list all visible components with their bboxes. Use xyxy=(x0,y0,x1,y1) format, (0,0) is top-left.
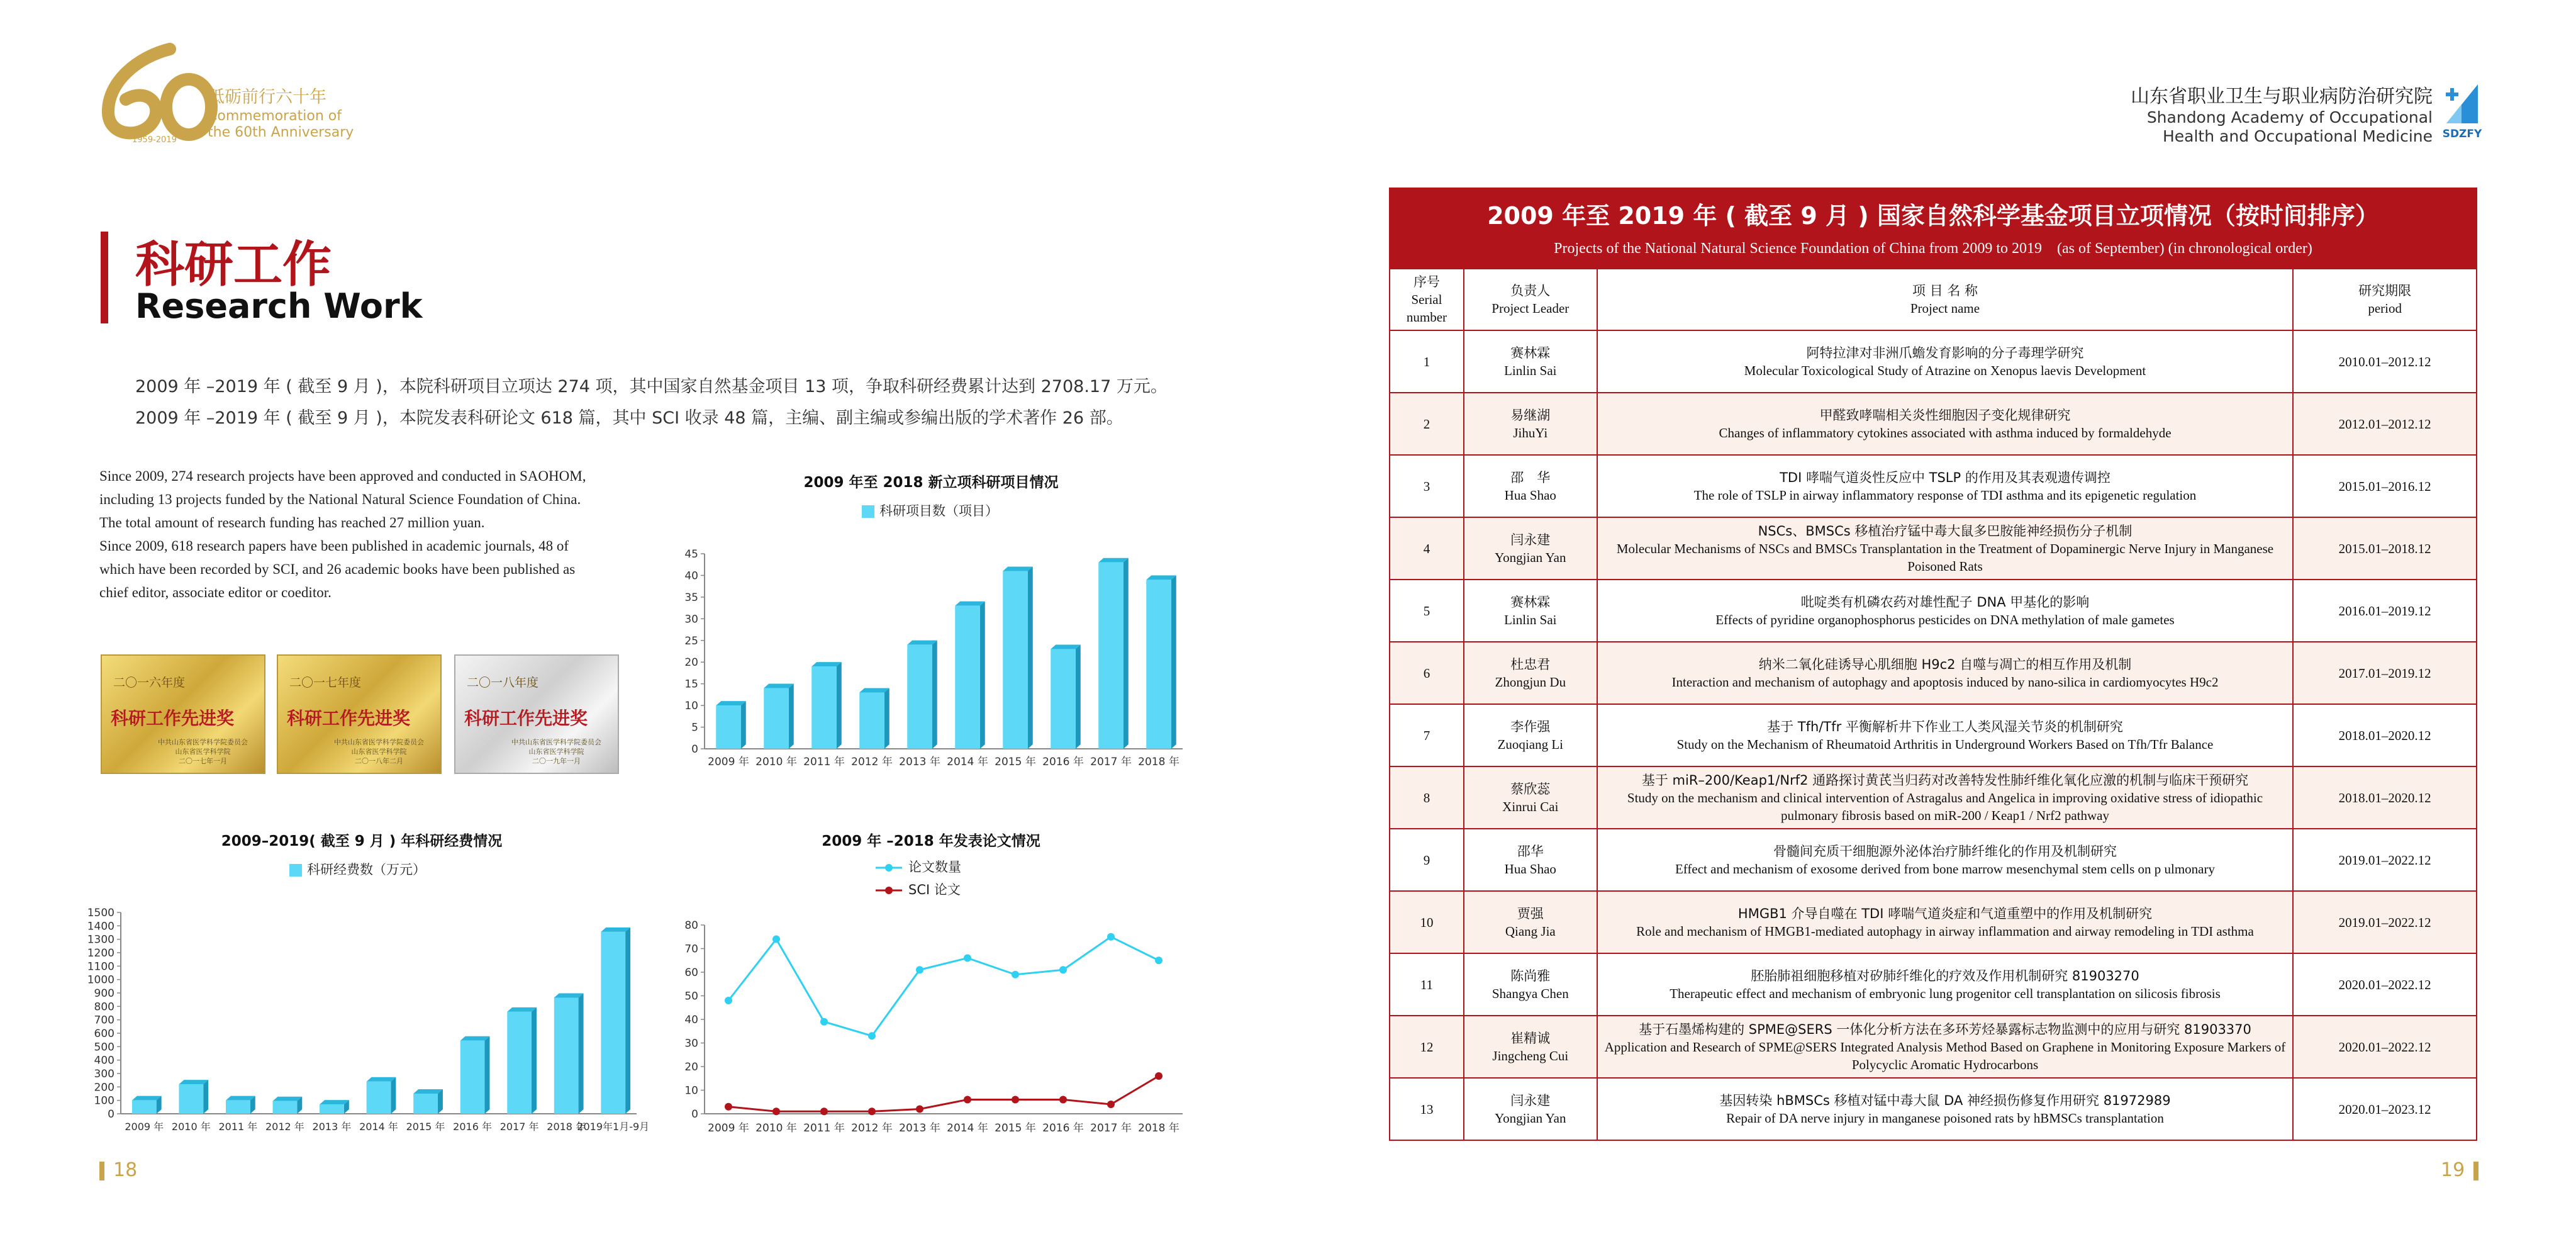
bar xyxy=(859,692,884,749)
cell-leader: 李作强 Zuoqiang Li xyxy=(1464,704,1597,766)
bar-top xyxy=(907,641,937,645)
table-row xyxy=(1390,766,2477,829)
anniversary-logo xyxy=(94,44,220,145)
data-point xyxy=(1155,956,1163,964)
legend-label: 论文数量 xyxy=(908,860,961,875)
bar-top xyxy=(507,1007,537,1012)
cell-serial: 5 xyxy=(1390,580,1464,642)
award-issuer: 山东省医学科学院 xyxy=(528,748,584,756)
bar-side xyxy=(203,1080,208,1114)
x-tick-label: 2017 年 xyxy=(499,1121,539,1133)
bar-top xyxy=(716,701,746,705)
y-tick-label: 30 xyxy=(684,613,698,626)
x-tick-label: 2011 年 xyxy=(803,1122,845,1135)
y-tick-label: 100 xyxy=(94,1094,114,1107)
data-point xyxy=(868,1107,876,1115)
data-point xyxy=(1059,1096,1067,1104)
cell-period: 2018.01–2020.12 xyxy=(2293,766,2477,829)
y-tick-label: 15 xyxy=(684,678,698,691)
bar-top xyxy=(859,688,889,692)
x-tick-label: 2019年1月-9月 xyxy=(577,1121,650,1133)
cell-serial: 13 xyxy=(1390,1078,1464,1140)
bar-top xyxy=(955,602,985,606)
x-tick-label: 2014 年 xyxy=(947,756,988,768)
table-row xyxy=(1390,517,2477,580)
chart-title: 2009 年至 2018 新立项科研项目情况 xyxy=(803,474,1059,491)
award-year: 二〇一八年度 xyxy=(467,676,539,690)
section-title-en: Research Work xyxy=(135,286,423,326)
bar xyxy=(554,997,579,1114)
intro-en-line: The total amount of research funding has reached 27 million yuan. xyxy=(99,515,485,530)
cell-project-name: 基于石墨烯构建的 SPME@SERS 一体化分析方法在多环芳烃暴露标志物监测中的应用与研究 81903370 Application and Research of SPME@SERS Integrated Analysis Method Based on Graphene in Monitoring Exposure Markers of Polycyclic Aromatic Hydrocarbons xyxy=(1597,1016,2294,1078)
award-plaque xyxy=(101,654,265,774)
bar xyxy=(132,1101,157,1114)
legend-swatch xyxy=(862,505,874,518)
data-point xyxy=(725,997,732,1004)
y-tick-label: 600 xyxy=(94,1028,114,1040)
y-tick-label: 10 xyxy=(684,1084,698,1097)
data-point xyxy=(772,936,780,943)
bar xyxy=(1098,563,1124,749)
bar xyxy=(955,606,980,749)
table-row xyxy=(1390,953,2477,1016)
x-tick-label: 2015 年 xyxy=(995,1122,1036,1135)
bar xyxy=(764,688,789,749)
x-tick-label: 2010 年 xyxy=(756,756,797,768)
cell-period: 2018.01–2020.12 xyxy=(2293,704,2477,766)
cell-project-name: 甲醛致哮喘相关炎性细胞因子变化规律研究 Changes of inflammatory cytokines associated with asthma induced by formaldehyde xyxy=(1597,393,2294,455)
y-tick-label: 30 xyxy=(684,1037,698,1050)
bar-side xyxy=(484,1036,489,1114)
x-tick-label: 2013 年 xyxy=(312,1121,352,1133)
y-tick-label: 50 xyxy=(684,990,698,1003)
award-issuer: 中共山东省医学科学院委员会 xyxy=(158,738,248,746)
bar-side xyxy=(1028,567,1033,749)
intro-cn-line: 2009 年 –2019 年 ( 截至 9 月 )，本院科研项目立项达 274 项，其中国家自然基金项目 13 项，争取科研经费累计达到 2708.17 万元。 xyxy=(135,377,1168,396)
institute-name-en-line1: Shandong Academy of Occupational xyxy=(2146,108,2433,126)
x-tick-label: 2012 年 xyxy=(851,1122,893,1135)
intro-en-line: Since 2009, 274 research projects have been approved and conducted in SAOHOM, xyxy=(99,468,586,484)
cell-period: 2016.01–2019.12 xyxy=(2293,580,2477,642)
chart-title: 2009 年 –2018 年发表论文情况 xyxy=(822,833,1040,849)
bar-top xyxy=(179,1080,208,1084)
page-number-right: 19 xyxy=(2441,1159,2478,1181)
award-date: 二〇一八年二月 xyxy=(355,757,403,765)
cell-serial: 9 xyxy=(1390,829,1464,891)
table-row xyxy=(1390,580,2477,642)
bar-top xyxy=(764,684,794,688)
cell-period: 2015.01–2018.12 xyxy=(2293,517,2477,580)
y-tick-label: 20 xyxy=(684,1061,698,1074)
data-point xyxy=(772,1107,780,1115)
cell-serial: 1 xyxy=(1390,330,1464,393)
institute-name-cn: 山东省职业卫生与职业病防治研究院 xyxy=(2131,86,2433,108)
y-tick-label: 35 xyxy=(684,591,698,604)
cell-leader: 闫永建 Yongjian Yan xyxy=(1464,517,1597,580)
x-tick-label: 2014 年 xyxy=(359,1121,398,1133)
x-tick-label: 2017 年 xyxy=(1090,756,1132,768)
y-tick-label: 500 xyxy=(94,1041,114,1054)
x-tick-label: 2011 年 xyxy=(218,1121,258,1133)
sdzfy-logo xyxy=(2443,79,2482,142)
bar-top xyxy=(273,1097,303,1101)
data-point xyxy=(916,966,923,973)
projects-bar-chart xyxy=(667,529,1195,780)
tagline-en-line1: Commemoration of xyxy=(208,108,342,124)
data-point xyxy=(1155,1072,1163,1080)
y-tick-label: 10 xyxy=(684,700,698,713)
cell-leader: 赛林霖 Linlin Sai xyxy=(1464,330,1597,393)
legend-label: SCI 论文 xyxy=(908,882,961,897)
data-point xyxy=(868,1032,876,1040)
cell-period: 2017.01–2019.12 xyxy=(2293,642,2477,704)
logo-years: 1959-2019 xyxy=(132,135,177,145)
table-row xyxy=(1390,891,2477,953)
tagline-en-line2: the 60th Anniversary xyxy=(208,125,354,140)
y-tick-label: 1500 xyxy=(87,907,114,919)
y-tick-label: 200 xyxy=(94,1081,114,1094)
cell-leader: 闫永建 Yongjian Yan xyxy=(1464,1078,1597,1140)
cell-project-name: HMGB1 介导自噬在 TDI 哮喘气道炎症和气道重塑中的作用及机制研究 Role and mechanism of HMGB1-mediated autophagy in airway inflammation and airway remodeling in TDI asthma xyxy=(1597,891,2294,953)
bar-side xyxy=(1076,645,1081,749)
bar xyxy=(716,705,741,749)
cell-serial: 2 xyxy=(1390,393,1464,455)
bar xyxy=(1051,649,1076,749)
data-point xyxy=(725,1103,732,1111)
cell-period: 2012.01–2012.12 xyxy=(2293,393,2477,455)
bar xyxy=(601,932,625,1114)
y-tick-label: 45 xyxy=(684,548,698,561)
data-point xyxy=(1107,1101,1115,1108)
award-name: 科研工作先进奖 xyxy=(464,708,588,729)
cell-period: 2019.01–2022.12 xyxy=(2293,891,2477,953)
bar-side xyxy=(980,602,985,749)
y-tick-label: 1000 xyxy=(87,973,114,987)
x-tick-label: 2018 年 xyxy=(1138,1122,1179,1135)
bar xyxy=(320,1104,344,1114)
x-tick-label: 2016 年 xyxy=(1042,756,1084,768)
bar xyxy=(413,1094,438,1114)
bar-top xyxy=(460,1036,490,1041)
award-name: 科研工作先进奖 xyxy=(111,708,235,729)
table-row xyxy=(1390,1016,2477,1078)
y-tick-label: 1300 xyxy=(87,933,114,946)
cell-project-name: NSCs、BMSCs 移植治疗锰中毒大鼠多巴胺能神经损伤分子机制 Molecular Mechanisms of NSCs and BMSCs Transplantation in the Treatment of Dopaminergic Nerve Injury in Manganese Poisoned Rats xyxy=(1597,517,2294,580)
bar-side xyxy=(932,641,937,749)
funding-bar-chart xyxy=(82,887,650,1152)
award-name: 科研工作先进奖 xyxy=(287,708,411,729)
bar-top xyxy=(1098,558,1129,563)
cell-project-name: 胚胎肺祖细胞移植对矽肺纤维化的疗效及作用机制研究 81903270 Therapeutic effect and mechanism of embryonic lung progenitor cell transplantation on silicosis fibrosis xyxy=(1597,953,2294,1016)
sdzfy-logo-text: SDZFY xyxy=(2442,128,2482,140)
x-tick-label: 2015 年 xyxy=(406,1121,445,1133)
bar xyxy=(273,1101,298,1114)
award-issuer: 山东省医学科学院 xyxy=(351,748,407,756)
y-tick-label: 0 xyxy=(108,1108,114,1121)
table-row xyxy=(1390,330,2477,393)
cell-leader: 邵华 Hua Shao xyxy=(1464,829,1597,891)
y-tick-label: 300 xyxy=(94,1068,114,1080)
chart-legend xyxy=(862,501,998,520)
x-tick-label: 2015 年 xyxy=(995,756,1036,768)
bar-top xyxy=(413,1089,443,1094)
bar-side xyxy=(741,701,746,749)
x-tick-label: 2014 年 xyxy=(947,1122,988,1135)
table-row xyxy=(1390,642,2477,704)
award-issuer: 中共山东省医学科学院委员会 xyxy=(511,738,601,746)
cell-serial: 8 xyxy=(1390,766,1464,829)
cell-leader: 邵 华 Hua Shao xyxy=(1464,455,1597,517)
col-period: 研究期限 period xyxy=(2293,269,2477,330)
y-tick-label: 0 xyxy=(691,1108,698,1121)
cell-serial: 7 xyxy=(1390,704,1464,766)
table-row xyxy=(1390,455,2477,517)
bar xyxy=(1146,580,1171,749)
y-tick-label: 1200 xyxy=(87,947,114,960)
cell-period: 2010.01–2012.12 xyxy=(2293,330,2477,393)
cell-project-name: 基因转染 hBMSCs 移植对锰中毒大鼠 DA 神经损伤修复作用研究 81972989 Repair of DA nerve injury in manganese poisoned rats by hBMSCs transplantation xyxy=(1597,1078,2294,1140)
bar-top xyxy=(132,1096,162,1101)
data-point xyxy=(1059,966,1067,973)
intro-en-line: including 13 projects funded by the National Natural Science Foundation of China. xyxy=(99,491,581,507)
award-issuer: 中共山东省医学科学院委员会 xyxy=(334,738,424,746)
bar-side xyxy=(789,684,794,749)
legend-label: 科研项目数（项目） xyxy=(879,503,998,519)
award-year: 二〇一七年度 xyxy=(289,676,362,690)
x-tick-label: 2018 年 xyxy=(1138,756,1179,768)
tagline-cn: 砥砺前行六十年 xyxy=(208,87,326,107)
data-point xyxy=(916,1106,923,1113)
x-tick-label: 2016 年 xyxy=(453,1121,492,1133)
intro-en-line: Since 2009, 618 research papers have been published in academic journals, 48 of xyxy=(99,538,569,554)
data-point xyxy=(1107,933,1115,941)
chart-legend xyxy=(874,857,961,899)
cell-leader: 赛林霖 Linlin Sai xyxy=(1464,580,1597,642)
cell-project-name: 骨髓间充质干细胞源外泌体治疗肺纤维化的作用及机制研究 Effect and mechanism of exosome derived from bone marrow mesenchymal stem cells on p ulmonary xyxy=(1597,829,2294,891)
x-tick-label: 2017 年 xyxy=(1090,1122,1132,1135)
col-project-name: 项 目 名 称 Project name xyxy=(1597,269,2294,330)
award-date: 二〇一七年一月 xyxy=(179,757,227,765)
legend-swatch xyxy=(289,864,302,877)
bar xyxy=(507,1012,532,1114)
bar-side xyxy=(837,662,842,749)
y-tick-label: 900 xyxy=(94,987,114,1000)
table-row xyxy=(1390,1078,2477,1140)
table-row xyxy=(1390,393,2477,455)
data-point xyxy=(964,955,971,962)
y-tick-label: 5 xyxy=(691,721,698,734)
cell-project-name: 阿特拉津对非洲爪蟾发育影响的分子毒理学研究 Molecular Toxicological Study of Atrazine on Xenopus laevis Development xyxy=(1597,330,2294,393)
cell-serial: 10 xyxy=(1390,891,1464,953)
y-tick-label: 20 xyxy=(684,656,698,670)
y-tick-label: 70 xyxy=(684,943,698,956)
bar-side xyxy=(579,993,584,1114)
cell-leader: 杜忠君 Zhongjun Du xyxy=(1464,642,1597,704)
y-tick-label: 25 xyxy=(684,634,698,648)
data-point xyxy=(820,1107,828,1115)
bar-top xyxy=(367,1077,396,1082)
cell-period: 2015.01–2016.12 xyxy=(2293,455,2477,517)
col-leader: 负责人 Project Leader xyxy=(1464,269,1597,330)
series-line xyxy=(728,937,1159,1036)
chart-title: 2009–2019( 截至 9 月 ) 年科研经费情况 xyxy=(221,833,503,849)
bar xyxy=(179,1084,203,1114)
y-tick-label: 60 xyxy=(684,967,698,979)
bar-side xyxy=(625,928,630,1114)
section-title-cn: 科研工作 xyxy=(135,236,332,293)
nsfc-projects-table xyxy=(1389,268,2477,1141)
y-tick-label: 40 xyxy=(684,569,698,583)
cell-period: 2019.01–2022.12 xyxy=(2293,829,2477,891)
cell-leader: 贾强 Qiang Jia xyxy=(1464,891,1597,953)
table-title: 2009 年至 2019 年 ( 截至 9 月 ) 国家自然科学基金项目立项情况（按时间排序） xyxy=(1487,202,2379,230)
award-plaque xyxy=(277,654,442,774)
x-tick-label: 2012 年 xyxy=(851,756,893,768)
intro-cn-line: 2009 年 –2019 年 ( 截至 9 月 )，本院发表科研论文 618 篇，其中 SCI 收录 48 篇，主编、副主编或参编出版的学术著作 26 部。 xyxy=(135,408,1124,428)
y-tick-label: 1400 xyxy=(87,920,114,933)
x-tick-label: 2012 年 xyxy=(265,1121,304,1133)
bar-top xyxy=(320,1100,349,1104)
papers-line-chart xyxy=(667,912,1195,1152)
title-accent-bar xyxy=(101,232,108,323)
bar-side xyxy=(1124,558,1129,749)
cell-leader: 崔精诚 Jingcheng Cui xyxy=(1464,1016,1597,1078)
cell-period: 2020.01–2022.12 xyxy=(2293,953,2477,1016)
x-tick-label: 2009 年 xyxy=(708,1122,749,1135)
x-tick-label: 2013 年 xyxy=(899,1122,940,1135)
x-tick-label: 2018 年 xyxy=(547,1121,586,1133)
intro-en-line: chief editor, associate editor or coeditor. xyxy=(99,585,332,600)
bar-top xyxy=(1146,575,1176,580)
col-serial: 序号 Serial number xyxy=(1390,269,1464,330)
chart-legend xyxy=(289,860,426,878)
x-tick-label: 2011 年 xyxy=(803,756,845,768)
bar xyxy=(811,666,837,749)
data-point xyxy=(1012,1096,1019,1104)
table-row xyxy=(1390,704,2477,766)
y-tick-label: 400 xyxy=(94,1054,114,1067)
y-tick-label: 1100 xyxy=(87,960,114,973)
table-header-row xyxy=(1390,269,2477,330)
award-date: 二〇一九年一月 xyxy=(532,757,581,765)
cell-leader: 易继湖 JihuYi xyxy=(1464,393,1597,455)
cell-serial: 4 xyxy=(1390,517,1464,580)
bar-top xyxy=(1003,567,1033,571)
series-line xyxy=(728,1076,1159,1111)
bar-top xyxy=(226,1096,255,1101)
bar-top xyxy=(601,928,630,932)
cell-project-name: TDI 哮喘气道炎性反应中 TSLP 的作用及其表观遗传调控 The role of TSLP in airway inflammatory response of TDI asthma and its epigenetic regulation xyxy=(1597,455,2294,517)
x-tick-label: 2010 年 xyxy=(171,1121,211,1133)
bar xyxy=(460,1041,485,1114)
bar xyxy=(367,1082,391,1114)
institute-name-en-line2: Health and Occupational Medicine xyxy=(2162,127,2433,145)
cell-leader: 陈尚雅 Shangya Chen xyxy=(1464,953,1597,1016)
cell-serial: 3 xyxy=(1390,455,1464,517)
x-tick-label: 2009 年 xyxy=(708,756,749,768)
y-tick-label: 700 xyxy=(94,1014,114,1027)
y-tick-label: 0 xyxy=(691,743,698,756)
bar-side xyxy=(884,688,889,749)
cell-serial: 12 xyxy=(1390,1016,1464,1078)
table-row xyxy=(1390,829,2477,891)
bar xyxy=(907,645,932,749)
x-tick-label: 2013 年 xyxy=(899,756,940,768)
award-year: 二〇一六年度 xyxy=(113,676,186,690)
x-tick-label: 2009 年 xyxy=(125,1121,164,1133)
award-plaque xyxy=(454,654,619,774)
bar-top xyxy=(554,993,584,997)
data-point xyxy=(964,1096,971,1104)
cell-project-name: 基于 Tfh/Tfr 平衡解析井下作业工人类风湿关节炎的机制研究 Study on the Mechanism of Rheumatoid Arthritis in Underground Workers Based on Tfh/Tfr Balance xyxy=(1597,704,2294,766)
award-issuer: 山东省医学科学院 xyxy=(175,748,231,756)
bar-side xyxy=(532,1007,537,1114)
y-tick-label: 80 xyxy=(684,919,698,932)
cell-period: 2020.01–2023.12 xyxy=(2293,1078,2477,1140)
y-tick-label: 40 xyxy=(684,1014,698,1026)
bar-top xyxy=(1051,645,1081,649)
cell-period: 2020.01–2022.12 xyxy=(2293,1016,2477,1078)
cell-project-name: 吡啶类有机磷农药对雄性配子 DNA 甲基化的影响 Effects of pyridine organophosphorus pesticides on DNA methylation of male gametes xyxy=(1597,580,2294,642)
bar xyxy=(226,1101,250,1114)
bar xyxy=(1003,571,1028,749)
bar-top xyxy=(811,662,842,666)
cell-project-name: 基于 miR–200/Keap1/Nrf2 通路探讨黄芪当归药对改善特发性肺纤维化氧化应激的机制与临床干预研究 Study on the mechanism and clinical intervention of Astragalus and Angelica in improving oxidative stress of idiopathic pulmonary fibrosis based on miR-200 / Keap1 / Nrf2 pathway xyxy=(1597,766,2294,829)
intro-en-line: which have been recorded by SCI, and 26 academic books have been published as xyxy=(99,561,576,577)
cell-serial: 11 xyxy=(1390,953,1464,1016)
page-number-left: 18 xyxy=(99,1159,137,1181)
data-point xyxy=(1012,971,1019,978)
cell-project-name: 纳米二氧化硅诱导心肌细胞 H9c2 自噬与凋亡的相互作用及机制 Interaction and mechanism of autophagy and apoptosis induced by nano-silica in cardiomyocytes H9c2 xyxy=(1597,642,2294,704)
bar-side xyxy=(1171,575,1176,749)
legend-label: 科研经费数（万元） xyxy=(307,862,426,877)
data-point xyxy=(820,1018,828,1026)
cell-leader: 蔡欣蕊 Xinrui Cai xyxy=(1464,766,1597,829)
table-subtitle: Projects of the National Natural Science Foundation of China from 2009 to 2019 (as of September) (in chronological order) xyxy=(1554,240,2312,257)
x-tick-label: 2010 年 xyxy=(756,1122,797,1135)
cell-serial: 6 xyxy=(1390,642,1464,704)
y-tick-label: 800 xyxy=(94,1001,114,1014)
x-tick-label: 2016 年 xyxy=(1042,1122,1084,1135)
bar-side xyxy=(391,1077,396,1114)
